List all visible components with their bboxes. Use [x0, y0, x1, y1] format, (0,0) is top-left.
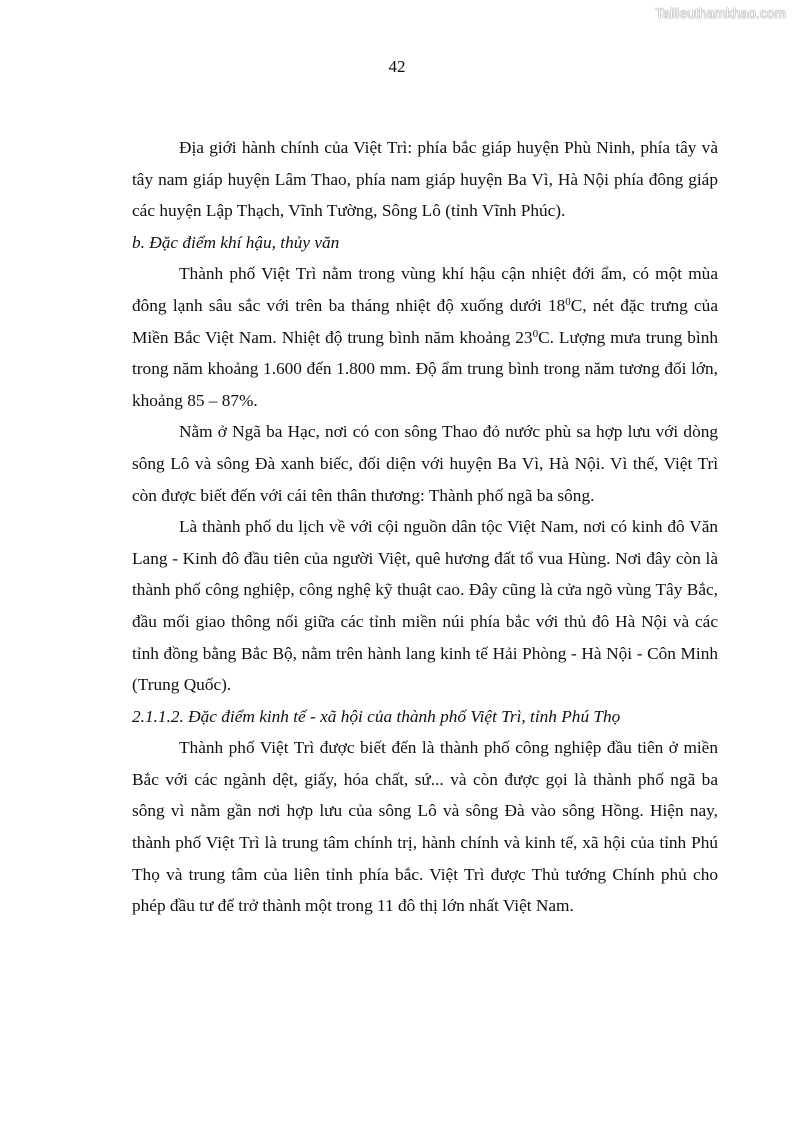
degree-superscript: 0 — [532, 327, 539, 340]
page-number: 42 — [388, 57, 406, 76]
document-body — [132, 132, 718, 922]
paragraph-climate — [132, 258, 718, 416]
paragraph-confluence: Nằm ở Ngã ba Hạc, nơi có con sông Thao đỏ nước phù sa hợp lưu với dòng sông Lô và sông Đà xanh biếc, đối diện với huyện Ba Vì, Hà Nội. Vì thế, Việt Trì còn được biết đến với cái tên thân thương: Thành phố ngã ba sông. — [132, 422, 718, 505]
climate-text-part-2: C, nét đặc trưng của Miền Bắc Việt Nam. Nhiệt độ trung bình năm khoảng 23 — [132, 295, 718, 347]
watermark-text: Tailieuthamkhao.com — [655, 6, 786, 21]
section-heading-climate: b. Đặc điểm khí hậu, thủy văn — [132, 232, 340, 252]
degree-superscript: 0 — [565, 295, 571, 308]
climate-text-part-1: Thành phố Việt Trì nằm trong vùng khí hậu cận nhiệt đới ẩm, có một mùa đông lạnh sâu sắc với trên ba tháng nhiệt độ xuống dưới 18 — [132, 264, 718, 315]
paragraph-administrative-boundaries: Địa giới hành chính của Việt Trì: phía bắc giáp huyện Phù Ninh, phía tây và tây nam giáp huyện Lâm Thao, phía nam giáp huyện Ba Vì, Hà Nội phía đông giáp các huyện Lập Thạch, Vĩnh Tường, Sông Lô (tỉnh Vĩnh Phúc). — [132, 138, 718, 221]
paragraph-industry: Thành phố Việt Trì được biết đến là thành phố công nghiệp đầu tiên ở miền Bắc với các ngành dệt, giấy, hóa chất, sứ... và còn được gọi là thành phố ngã ba sông vì nằm gần nơi hợp lưu của sông Lô và sông Đà vào sông Hồng. Hiện nay, thành phố Việt Trì là trung tâm chính trị, hành chính và kinh tế, xã hội của tỉnh Phú Thọ và trung tâm của liên tỉnh phía bắc. Việt Trì được Thủ tướng Chính phủ cho phép đầu tư để trở thành một trong 11 đô thị lớn nhất Việt Nam. — [132, 738, 718, 916]
climate-text-part-3: C. Lượng mưa trung bình trong năm khoảng 1.600 đến 1.800 mm. Độ ẩm trung bình trong năm tương đối lớn, khoảng 85 – 87%. — [132, 327, 718, 410]
paragraph-tourism-city: Là thành phố du lịch về với cội nguồn dân tộc Việt Nam, nơi có kinh đô Văn Lang - Kinh đô đầu tiên của người Việt, quê hương đất tổ vua Hùng. Nơi đây còn là thành phố công nghiệp, công nghệ kỹ thuật cao. Đây cũng là cửa ngõ vùng Tây Bắc, đầu mối giao thông nối giữa các tỉnh miền núi phía bắc với thủ đô Hà Nội và các tỉnh đồng bằng Bắc Bộ, nằm trên hành lang kinh tế Hải Phòng - Hà Nội - Côn Minh (Trung Quốc). — [132, 517, 718, 695]
section-heading-socioeconomic: 2.1.1.2. Đặc điểm kinh tế - xã hội của thành phố Việt Trì, tỉnh Phú Thọ — [132, 706, 621, 726]
